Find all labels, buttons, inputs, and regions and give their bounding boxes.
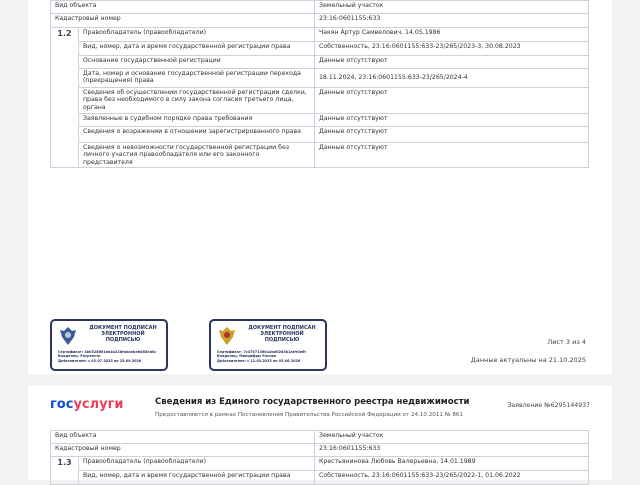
row-label: Вид, номер, дата и время государственной регистрации права <box>79 471 315 485</box>
row-label: Сведения о невозможности государственной регистрации без личного участия правообладателя или его законного представителя <box>79 143 315 168</box>
table-row <box>51 431 589 444</box>
row-value: Данные отсутствуют <box>315 143 589 168</box>
row-label: Вид объекта <box>51 431 315 444</box>
signature-stamp <box>50 319 168 371</box>
row-value: Крестьянинова Любовь Валерьевна, 14.01.1989 <box>315 457 589 471</box>
table-row <box>51 28 589 42</box>
document-subtitle: Предоставляются в рамках Постановления Правительства Российской Федерации от 24.10.2011 № 861 <box>155 412 464 418</box>
section-number: 1.3 <box>51 457 79 485</box>
document-page-4 <box>28 386 612 480</box>
row-label: Заявленные в судебном порядке права требования <box>79 114 315 127</box>
document-page-3 <box>28 0 612 374</box>
row-value: 23:16:0601155:633 <box>315 444 589 457</box>
table-row <box>51 56 589 69</box>
row-label: Сведения о возражении в отношении зарегистрированного права <box>79 127 315 143</box>
sheet-number: Лист 3 из 4 <box>547 338 586 346</box>
table-row <box>51 42 589 56</box>
row-value: 18.11.2024, 23:16:0601155:633-23/265/2024-4 <box>315 69 589 88</box>
row-label: Правообладатель (правообладатели) <box>79 457 315 471</box>
section-number: 1.2 <box>51 28 79 168</box>
rights-table <box>50 430 589 485</box>
stamp-title: ДОКУМЕНТ ПОДПИСАН ЭЛЕКТРОННОЙ ПОДПИСЬЮ <box>248 325 316 343</box>
row-value: Земельный участок <box>315 1 589 14</box>
table-row <box>51 88 589 114</box>
row-label: Вид объекта <box>51 1 315 14</box>
row-label: Основание государственной регистрации <box>79 56 315 69</box>
table-row <box>51 69 589 88</box>
data-actual-date: Данные актуальны на 21.10.2025 <box>470 356 586 364</box>
row-value: Данные отсутствуют <box>315 56 589 69</box>
row-value: Земельный участок <box>315 431 589 444</box>
table-row <box>51 127 589 143</box>
stamp-details: Сертификат: 7c4707136b1abd0283b1ae90e6f Владелец: Минцифры России Действителен: с 12.03.2025 по 05.06.2026 <box>217 350 306 363</box>
table-row <box>51 14 589 28</box>
gosuslugi-logo: госуслуги <box>50 397 124 412</box>
signature-stamp <box>209 319 327 371</box>
row-value: 23:16:0601155:633 <box>315 14 589 28</box>
row-value: Чакян Артур Самвелович, 14.05.1986 <box>315 28 589 42</box>
stamp-details: Сертификат: 4b0528661eb4a22bfab4ebe8d85ed0c Владелец: Росреестр Действителен: с 02.07.2025 по 25.09.2026 <box>58 350 157 363</box>
document-title: Сведения из Единого государственного реестра недвижимости <box>155 397 470 407</box>
rights-table <box>50 0 589 168</box>
row-value: Данные отсутствуют <box>315 127 589 143</box>
table-row <box>51 457 589 471</box>
row-label: Кадастровый номер <box>51 14 315 28</box>
row-value: Собственность, 23:16:0601155:633-23/265/2022-1, 01.06.2022 <box>315 471 589 485</box>
row-label: Сведения об осуществлении государственной регистрации сделки, права без необходимого в силу закона согласия третьего лица, органа <box>79 88 315 114</box>
row-label: Кадастровый номер <box>51 444 315 457</box>
table-row <box>51 143 589 168</box>
row-label: Вид, номер, дата и время государственной регистрации права <box>79 42 315 56</box>
row-label: Правообладатель (правообладатели) <box>79 28 315 42</box>
table-row <box>51 444 589 457</box>
table-row <box>51 114 589 127</box>
rosreestr-emblem-icon <box>58 325 78 347</box>
row-value: Данные отсутствуют <box>315 88 589 114</box>
stamp-title: ДОКУМЕНТ ПОДПИСАН ЭЛЕКТРОННОЙ ПОДПИСЬЮ <box>89 325 157 343</box>
row-value: Собственность, 23:16:0601155:633-23/265/2023-3, 30.08.2023 <box>315 42 589 56</box>
application-number: Заявление №6295144937 <box>507 402 590 409</box>
table-row <box>51 1 589 14</box>
row-label: Дата, номер и основание государственной регистрации перехода (прекращения) права <box>79 69 315 88</box>
row-value: Данные отсутствуют <box>315 114 589 127</box>
table-row <box>51 471 589 485</box>
coat-of-arms-icon <box>217 325 237 347</box>
